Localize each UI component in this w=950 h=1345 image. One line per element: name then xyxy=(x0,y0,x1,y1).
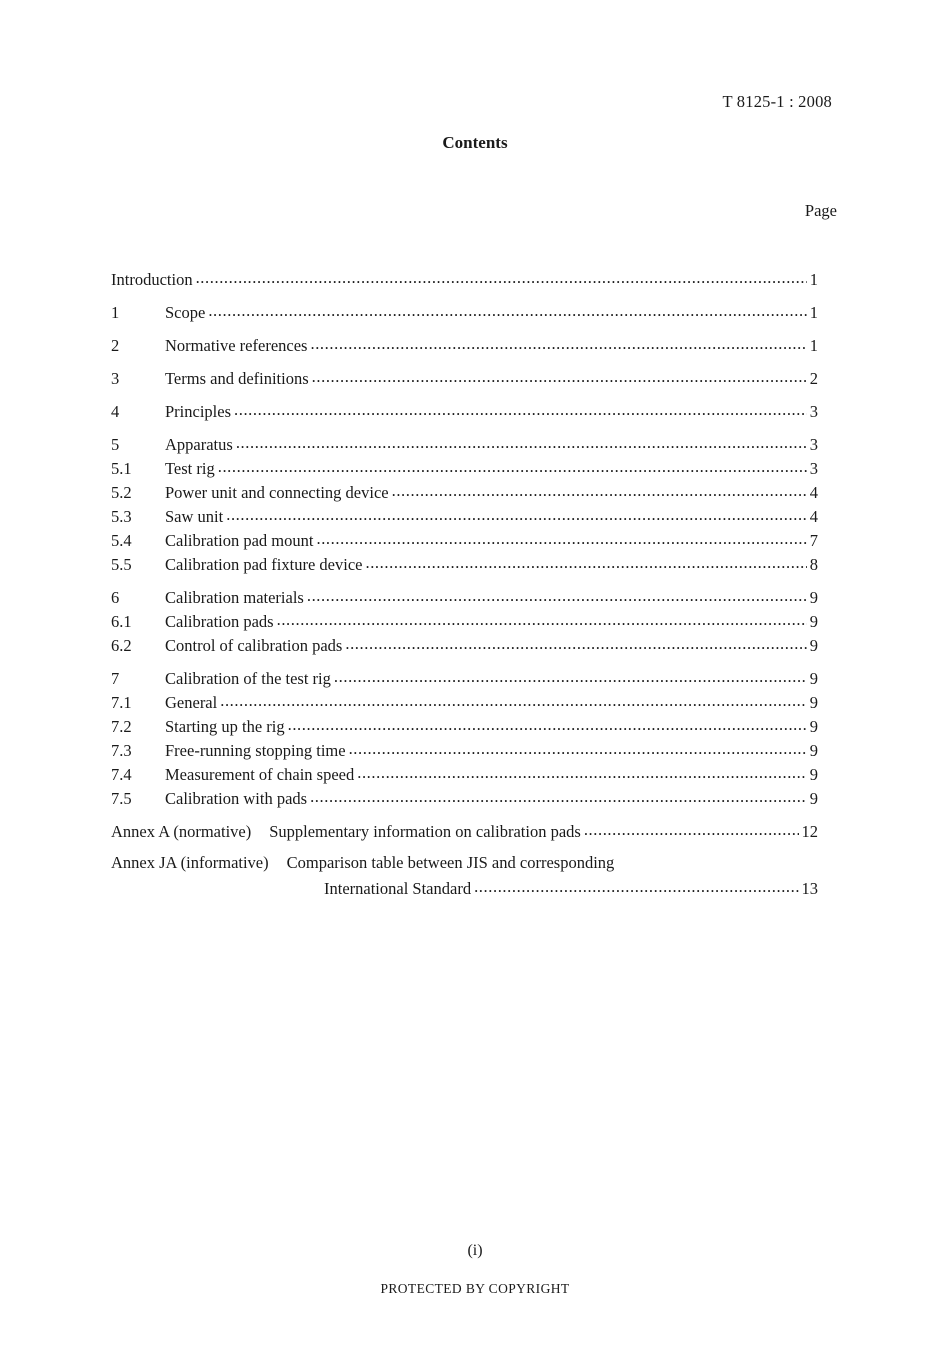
toc-entry-label: Supplementary information on calibration pads xyxy=(269,821,581,841)
toc-entry-page: 9 xyxy=(809,788,818,808)
toc-entry-page: 9 xyxy=(809,692,818,712)
toc-group xyxy=(111,400,818,424)
toc-entry-page: 1 xyxy=(809,269,818,289)
page-column-label: Page xyxy=(804,201,837,220)
toc-entry-page: 9 xyxy=(809,764,818,784)
toc-entry-label: Calibration pads xyxy=(165,611,274,631)
toc-entry-page: 9 xyxy=(809,740,818,760)
toc-entry-page: 4 xyxy=(809,482,818,502)
dot-leader xyxy=(196,268,807,285)
dot-leader xyxy=(312,367,807,384)
toc-entry-number: 5.2 xyxy=(111,482,132,502)
toc-entry-page: 1 xyxy=(809,335,818,355)
toc-entry-3[interactable] xyxy=(111,367,818,391)
toc-entry-5-2[interactable] xyxy=(111,481,818,505)
toc-entry-page: 9 xyxy=(809,716,818,736)
toc-entry-label: Calibration pad mount xyxy=(165,530,314,550)
toc-entry-number: 7.4 xyxy=(111,764,132,784)
dot-leader xyxy=(365,553,806,570)
toc-entry-number: 7.5 xyxy=(111,788,132,808)
toc-group xyxy=(111,301,818,325)
toc-entry-page: 9 xyxy=(809,611,818,631)
toc-entry-7-2[interactable] xyxy=(111,715,818,739)
toc-entry-7-4[interactable] xyxy=(111,763,818,787)
toc-entry-number: 5.5 xyxy=(111,554,132,574)
dot-leader xyxy=(234,400,807,417)
toc-entry-label: Measurement of chain speed xyxy=(165,764,355,784)
toc-entry-2[interactable] xyxy=(111,334,818,358)
dot-leader xyxy=(218,457,807,474)
toc-group xyxy=(111,667,818,811)
toc-group xyxy=(111,433,818,577)
dot-leader xyxy=(277,610,807,627)
toc-entry-label: Scope xyxy=(165,302,206,322)
toc-entry-number: 7 xyxy=(111,668,120,688)
toc-entry-5-1[interactable] xyxy=(111,457,818,481)
toc-entry-number: 7.2 xyxy=(111,716,132,736)
toc-entry-label: General xyxy=(165,692,218,712)
dot-leader xyxy=(236,433,807,450)
dot-leader xyxy=(334,667,807,684)
toc-entry-6-2[interactable] xyxy=(111,634,818,658)
toc-group xyxy=(111,334,818,358)
dot-leader xyxy=(474,877,798,894)
toc-entry-page: 9 xyxy=(809,668,818,688)
annex-prefix: Annex A (normative) xyxy=(111,821,252,841)
dot-leader xyxy=(392,481,807,498)
toc-entry-page: 3 xyxy=(809,401,818,421)
toc-entry-number: 5.1 xyxy=(111,458,132,478)
copyright-notice: PROTECTED BY COPYRIGHT xyxy=(380,1281,570,1296)
toc-entry-annex-a[interactable] xyxy=(111,820,818,844)
dot-leader xyxy=(208,301,806,318)
toc-entry-7[interactable] xyxy=(111,667,818,691)
dot-leader xyxy=(584,820,799,837)
toc-entry-5-4[interactable] xyxy=(111,529,818,553)
toc-entry-label: Starting up the rig xyxy=(165,716,285,736)
toc-entry-label: Free-running stopping time xyxy=(165,740,346,760)
toc-entry-page: 12 xyxy=(801,821,818,841)
toc-entry-number: 2 xyxy=(111,335,120,355)
toc-entry-label-line1: Comparison table between JIS and corresponding xyxy=(286,853,615,872)
toc-entry-label: Apparatus xyxy=(165,434,233,454)
toc-entry-5-3[interactable] xyxy=(111,505,818,529)
toc-entry-page: 13 xyxy=(801,878,818,898)
toc-entry-6-1[interactable] xyxy=(111,610,818,634)
page-title: Contents xyxy=(442,133,508,152)
dot-leader xyxy=(316,529,806,546)
annex-prefix: Annex JA (informative) xyxy=(111,853,269,872)
toc-entry-number: 6.1 xyxy=(111,611,132,631)
toc-group xyxy=(111,367,818,391)
toc-entry-7-3[interactable] xyxy=(111,739,818,763)
dot-leader xyxy=(310,787,807,804)
toc-entry-page: 3 xyxy=(809,458,818,478)
toc-entry-number: 3 xyxy=(111,368,120,388)
toc-entry-label-line2: International Standard xyxy=(324,878,472,898)
toc-entry-1[interactable] xyxy=(111,301,818,325)
toc-entry-introduction[interactable] xyxy=(111,268,818,292)
dot-leader xyxy=(288,715,807,732)
toc-entry-label: Calibration pad fixture device xyxy=(165,554,363,574)
toc-entry-page: 9 xyxy=(809,635,818,655)
toc-entry-number: 5.3 xyxy=(111,506,132,526)
dot-leader xyxy=(310,334,806,351)
toc-entry-6[interactable] xyxy=(111,586,818,610)
toc-entry-number: 5.4 xyxy=(111,530,132,550)
dot-leader xyxy=(349,739,807,756)
toc-entry-label: Introduction xyxy=(111,269,193,289)
toc-entry-5[interactable] xyxy=(111,433,818,457)
toc-entry-4[interactable] xyxy=(111,400,818,424)
toc-entry-number: 7.1 xyxy=(111,692,132,712)
toc-entry-label: Principles xyxy=(165,401,231,421)
toc-entry-label: Normative references xyxy=(165,335,308,355)
toc-entry-number: 6 xyxy=(111,587,120,607)
toc-entry-page: 8 xyxy=(809,554,818,574)
toc-entry-5-5[interactable] xyxy=(111,553,818,577)
toc-entry-annex-ja[interactable] xyxy=(111,853,818,901)
toc-entry-number: 5 xyxy=(111,434,120,454)
dot-leader xyxy=(345,634,806,651)
toc-group xyxy=(111,586,818,658)
toc-entry-page: 9 xyxy=(809,587,818,607)
toc-entry-7-5[interactable] xyxy=(111,787,818,811)
toc-entry-label: Calibration materials xyxy=(165,587,304,607)
toc-entry-page: 4 xyxy=(809,506,818,526)
toc-entry-number: 7.3 xyxy=(111,740,132,760)
toc-entry-page: 7 xyxy=(809,530,818,550)
toc-entry-label: Saw unit xyxy=(165,506,224,526)
toc-entry-label: Calibration with pads xyxy=(165,788,308,808)
toc-entry-page: 3 xyxy=(809,434,818,454)
dot-leader xyxy=(220,691,807,708)
toc-entry-label: Test rig xyxy=(165,458,215,478)
toc-entry-label: Power unit and connecting device xyxy=(165,482,389,502)
dot-leader xyxy=(307,586,807,603)
toc-entry-label: Control of calibration pads xyxy=(165,635,343,655)
dot-leader xyxy=(357,763,807,780)
dot-leader xyxy=(226,505,807,522)
doc-number: T 8125-1 : 2008 xyxy=(722,92,832,111)
toc-entry-label: Calibration of the test rig xyxy=(165,668,331,688)
table-of-contents xyxy=(111,268,818,910)
toc-entry-7-1[interactable] xyxy=(111,691,818,715)
toc-entry-number: 1 xyxy=(111,302,120,322)
toc-entry-number: 6.2 xyxy=(111,635,132,655)
toc-entry-page: 2 xyxy=(809,368,818,388)
footer-page-number: (i) xyxy=(467,1242,483,1259)
toc-entry-page: 1 xyxy=(809,302,818,322)
toc-entry-label: Terms and definitions xyxy=(165,368,309,388)
toc-entry-number: 4 xyxy=(111,401,120,421)
